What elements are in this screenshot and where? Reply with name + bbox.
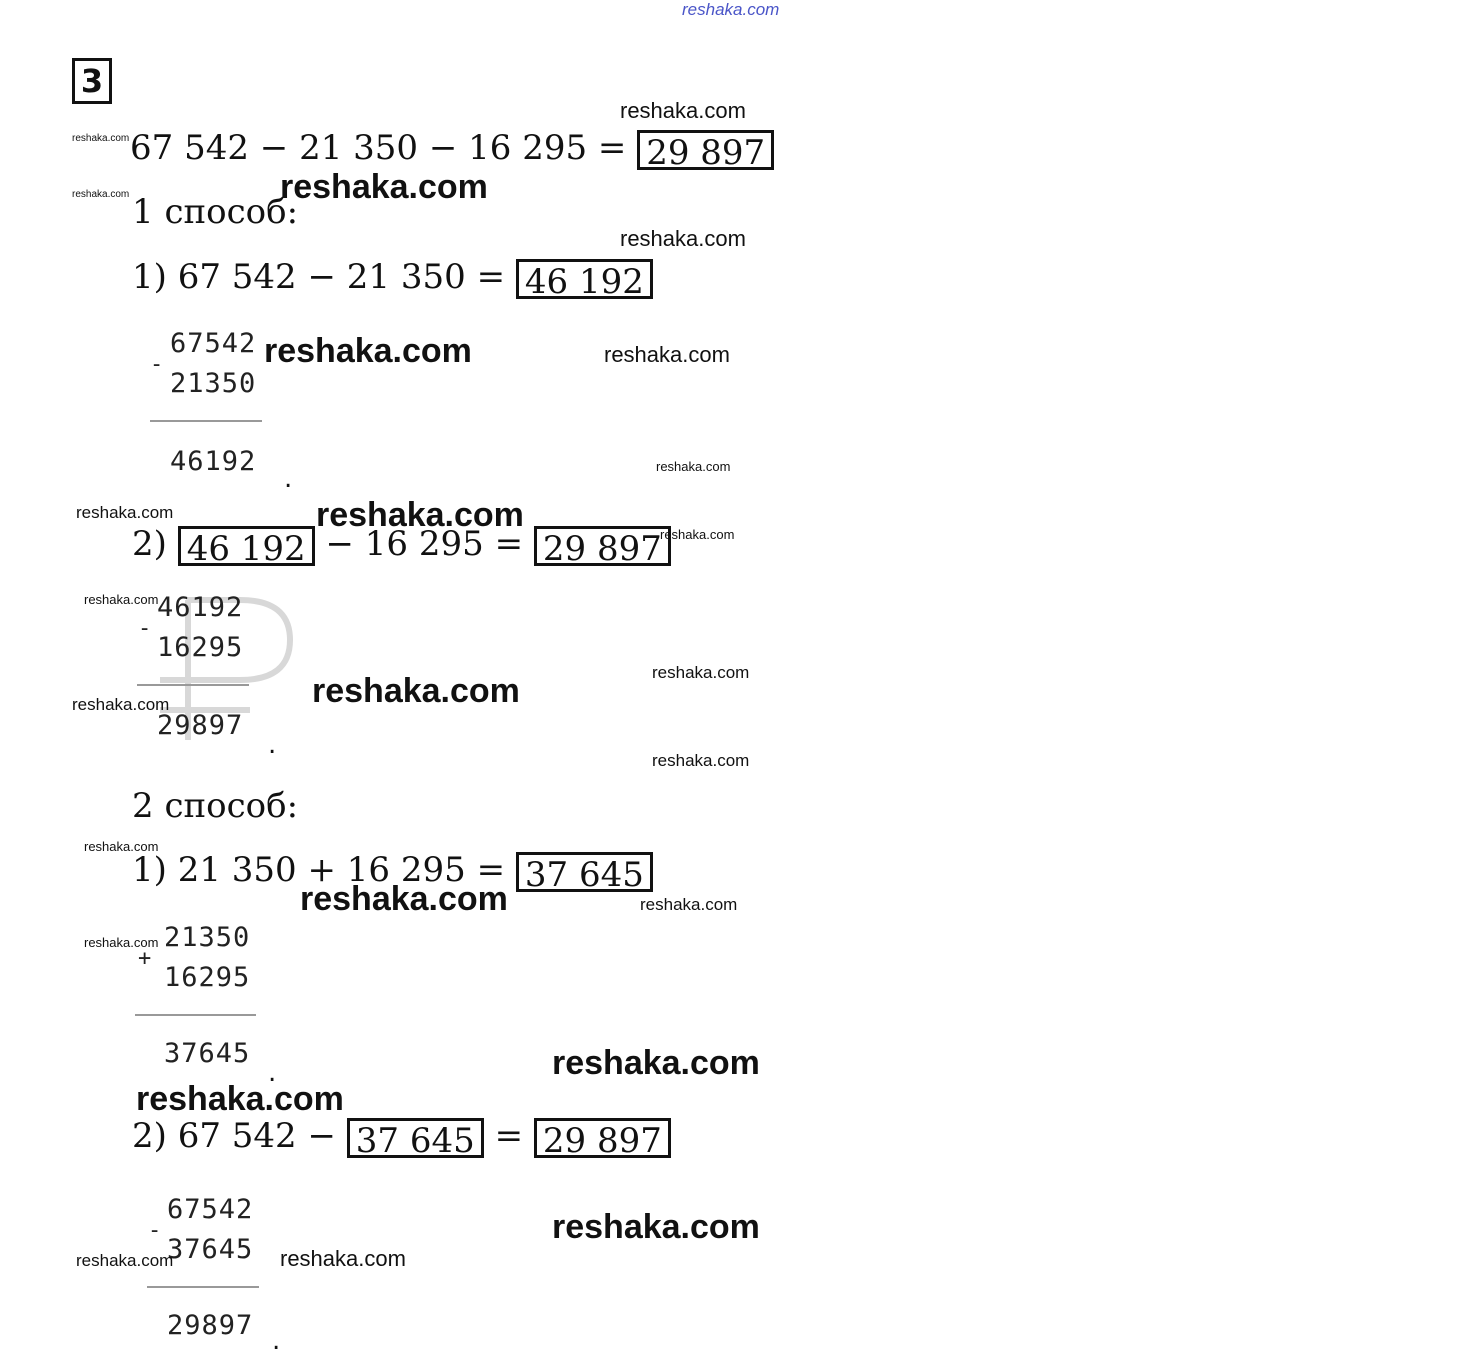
step-expression: − 16 295 = [325,524,524,564]
column-operator: - [138,616,152,641]
watermark: reshaka.com [84,935,159,950]
watermark: reshaka.com [72,189,130,200]
watermark: reshaka.com [312,672,520,710]
column-subtrahend: 21350 [170,368,257,399]
step-answer-box: 29 897 [534,1118,671,1158]
watermark: reshaka.com [72,133,130,144]
step-answer-box: 46 192 [516,259,653,299]
column-rule [135,1014,256,1016]
column-result: 29897 [157,710,244,741]
column-subtrahend: 16295 [157,632,244,663]
step-label: 1) [132,850,167,890]
step-expression: 21 350 + 16 295 = [177,850,506,890]
column-dot: . [268,1058,277,1088]
column-rule [150,420,262,422]
watermark: reshaka.com [136,1080,344,1118]
step-answer-box: 29 897 [534,526,671,566]
column-dot: . [284,464,293,494]
step-label: 2) [132,1116,167,1156]
column-operator: - [150,352,164,377]
watermark: reshaka.com [656,459,731,474]
column-addend-2: 16295 [164,962,251,993]
watermark: reshaka.com [620,226,746,251]
watermark: reshaka.com [652,663,750,682]
column-result: 29897 [167,1310,254,1341]
step-label: 2) [132,524,167,564]
watermark: reshaka.com [620,98,746,123]
method2-title: 2 способ: [132,786,299,826]
main-expression: 67 542 − 21 350 − 16 295 = [130,128,627,168]
column-dot: . [268,730,277,760]
watermark: reshaka.com [316,496,524,534]
step-boxed-operand: 46 192 [178,526,315,566]
watermark: reshaka.com [72,695,170,714]
watermark: reshaka.com [76,1251,174,1270]
watermark-top: reshaka.com [682,0,780,19]
step-boxed-operand: 37 645 [347,1118,484,1158]
task-number: 3 [72,58,112,104]
watermark: reshaka.com [84,592,159,607]
watermark: reshaka.com [652,751,750,770]
column-result: 37645 [164,1038,251,1069]
step-equals: = [494,1116,524,1156]
method2-step2-equation [132,1116,671,1161]
column-subtrahend: 37645 [167,1234,254,1265]
watermark: reshaka.com [604,342,730,367]
column-operator: - [148,1218,162,1243]
column-rule [147,1286,259,1288]
method1-title: 1 способ: [132,192,299,232]
column-minuend: 67542 [170,328,257,359]
column-minuend: 67542 [167,1194,254,1225]
watermark: reshaka.com [300,880,508,918]
column-operator: + [138,946,152,971]
main-equation [130,128,774,173]
method1-step1-equation [132,257,653,302]
watermark: reshaka.com [640,895,738,914]
main-answer-box: 29 897 [637,130,774,170]
watermark: reshaka.com [660,527,735,542]
watermark: reshaka.com [280,168,488,206]
watermark: reshaka.com [76,503,174,522]
column-addend-1: 21350 [164,922,251,953]
column-rule [137,684,249,686]
step-expression: 67 542 − 21 350 = [177,257,506,297]
watermark: reshaka.com [552,1208,760,1246]
column-minuend: 46192 [157,592,244,623]
step-expression: 67 542 − [177,1116,336,1156]
watermark: reshaka.com [552,1044,760,1082]
step-label: 1) [132,257,167,297]
column-dot: . [272,1326,281,1356]
column-result: 46192 [170,446,257,477]
step-answer-box: 37 645 [516,852,653,892]
watermark: reshaka.com [84,839,159,854]
watermark: reshaka.com [280,1246,406,1271]
watermark: reshaka.com [264,332,472,370]
